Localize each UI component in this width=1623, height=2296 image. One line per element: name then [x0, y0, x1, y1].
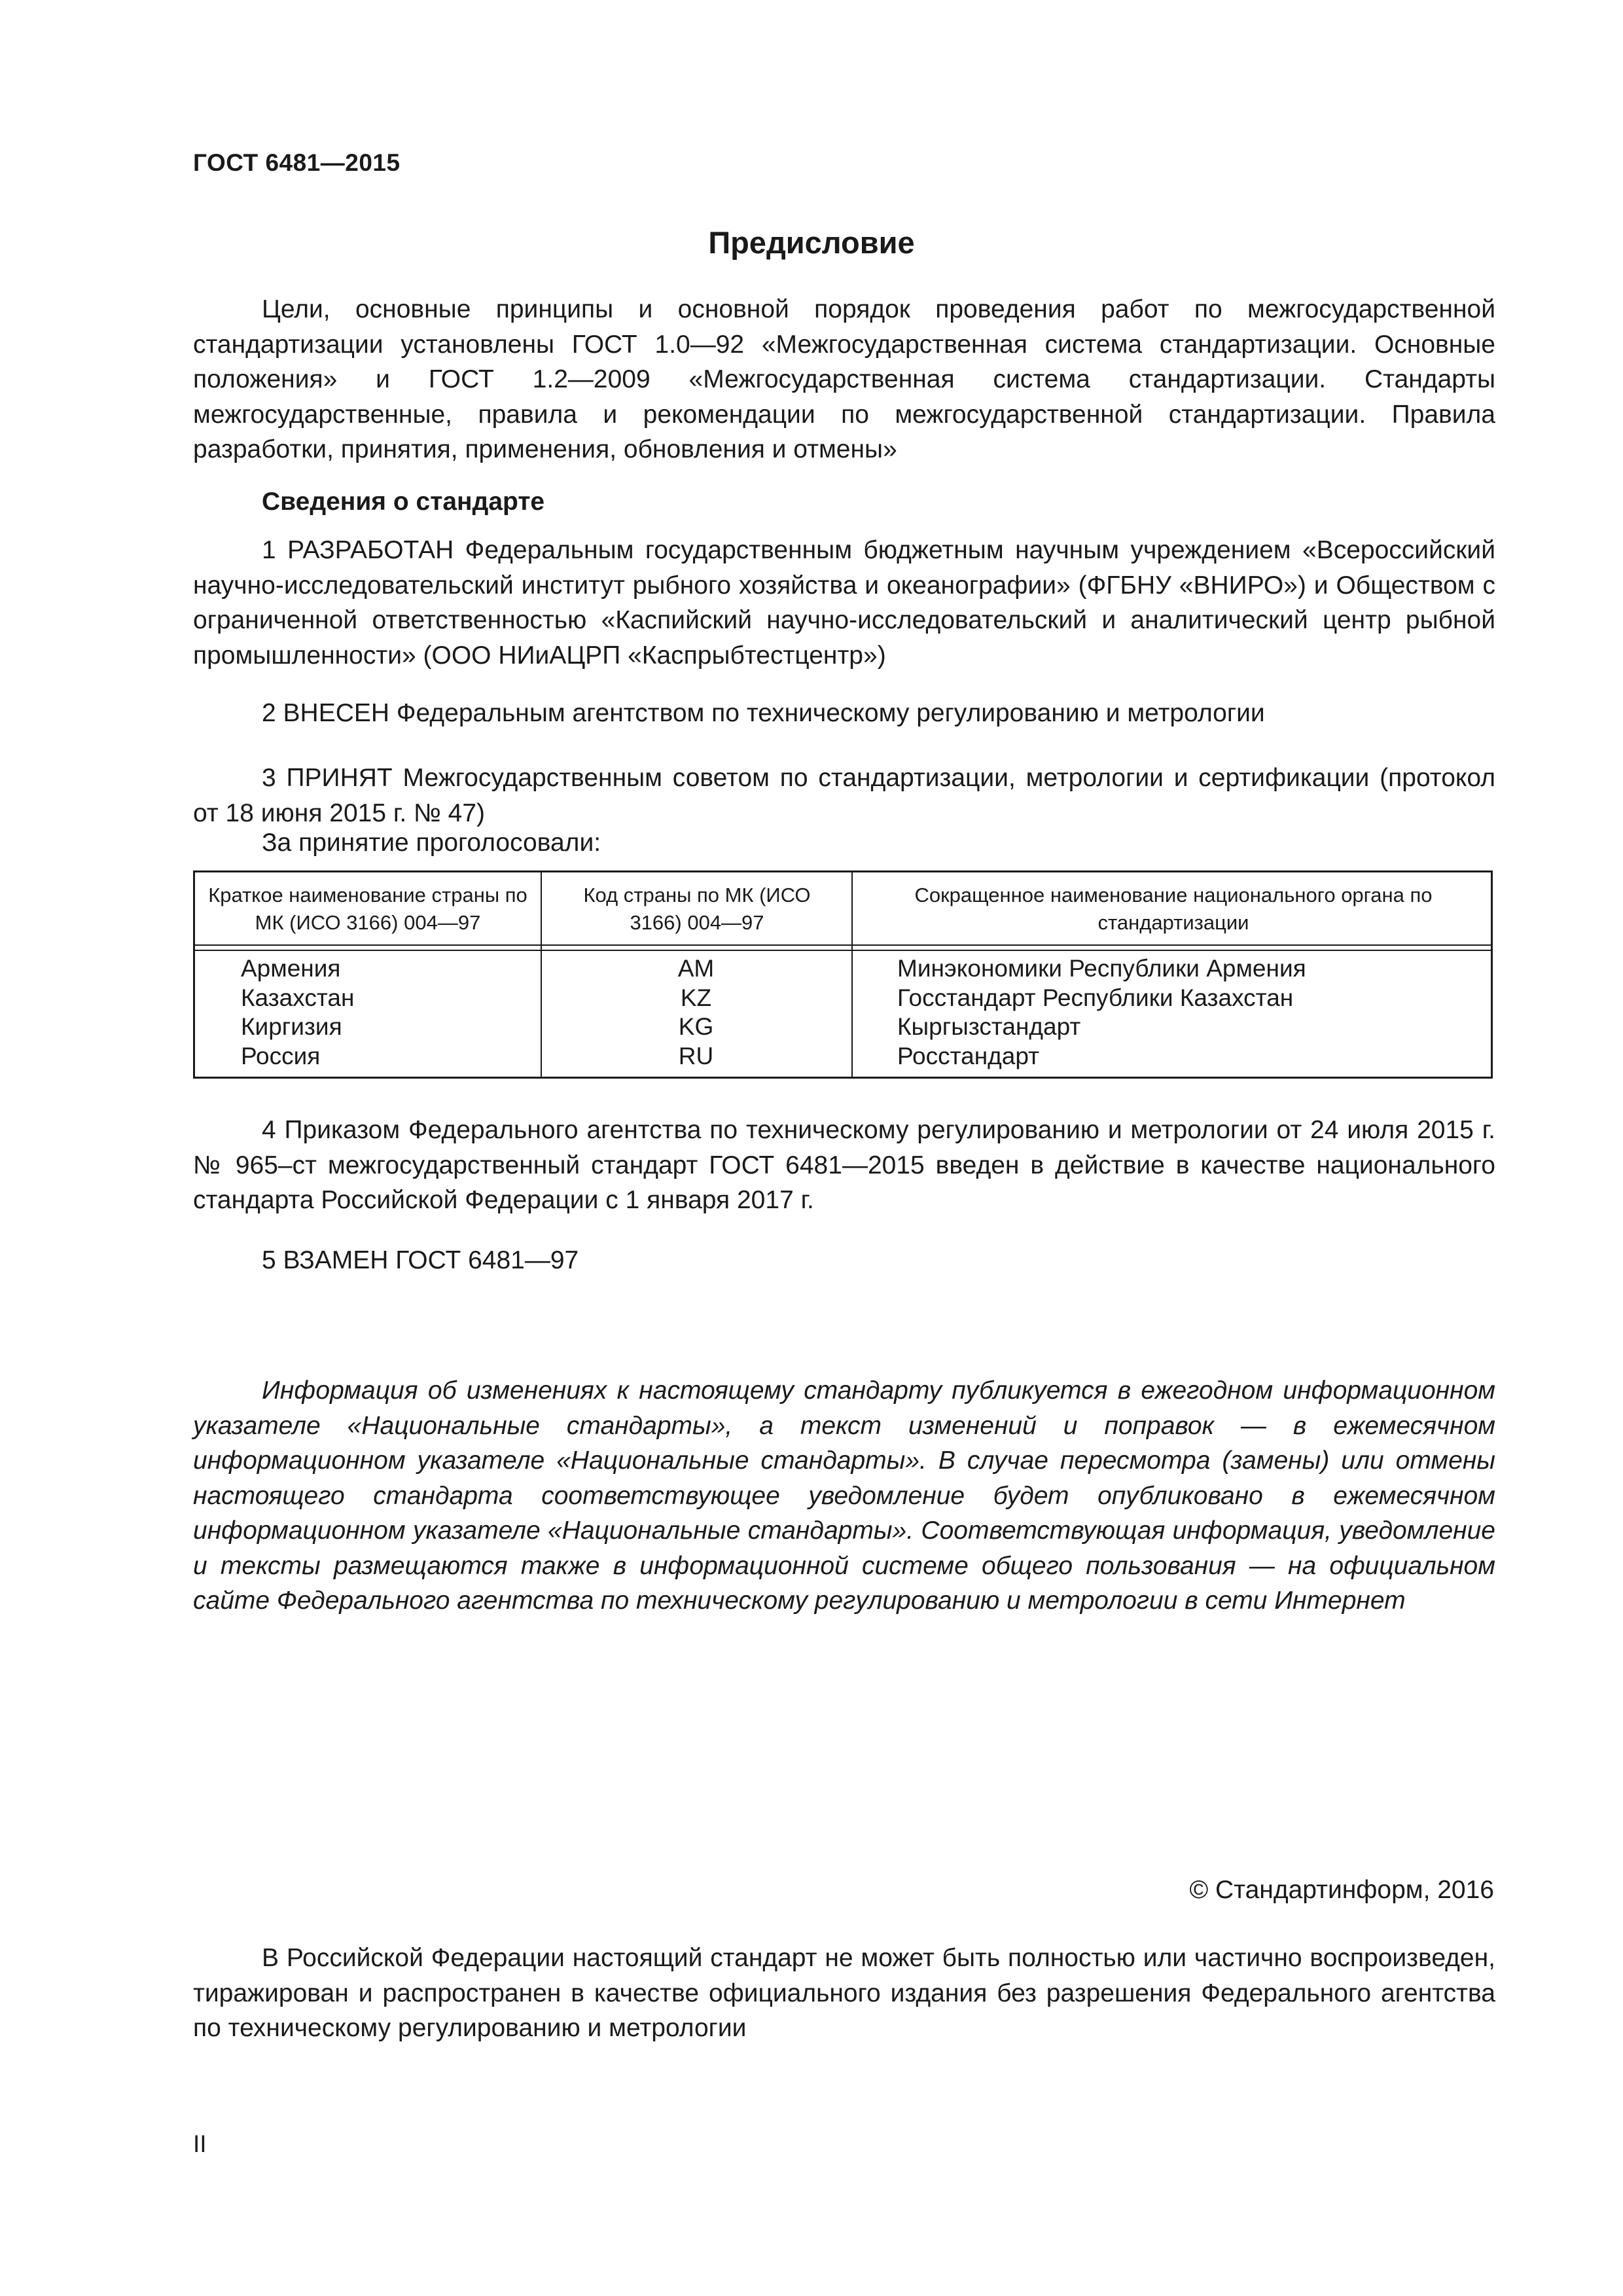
document-code: ГОСТ 6481—2015 [193, 149, 401, 176]
restriction-paragraph: В Российской Федерации настоящий стандарт не может быть полностью или частично воспроизведен, тиражирован и распространен в качестве официального издания без разрешения Федерального агентства по техническому регулированию и метрологии [193, 1944, 1495, 2042]
table-cell-body: Росстандарт [897, 1042, 1040, 1069]
table-header-divider [195, 944, 1491, 946]
table-column-country [241, 954, 354, 1071]
table-column-divider [851, 872, 853, 1077]
table-cell-code: KG [678, 1013, 714, 1040]
page-number: II [193, 2130, 207, 2157]
table-header-code: Код страны по МК (ИСО 3166) 004—97 [583, 884, 811, 934]
table-cell-country: Киргизия [241, 1013, 342, 1040]
table-cell-country: Армения [241, 955, 341, 982]
table-header-divider [195, 950, 1491, 951]
voting-table [193, 870, 1493, 1079]
notice-paragraph: Информация об изменениях к настоящему стандарту публикуется в ежегодном информационном указателе «Национальные стандарты», а текст изменений и поправок — в ежемесячном информационном указателе «Национальные стандарты». В случае пересмотра (замены) или отмены настоящего стандарта соответствующее уведомление будет опубликовано в ежемесячном информационном указателе «Национальные стандарты». Соответствующая информация, уведомление и тексты размещаются также в информационной системе общего пользования — на официальном сайте Федерального агентства по техническому регулированию и метрологии в сети Интернет [193, 1376, 1495, 1615]
page-title: Предисловие [708, 225, 915, 260]
table-cell-body: Минэкономики Республики Армения [897, 955, 1306, 982]
intro-paragraph: Цели, основные принципы и основной порядок проведения работ по межгосударственной стандартизации установлены ГОСТ 1.0—92 «Межгосударственная система стандартизации. Основные положения» и ГОСТ 1.2—2009 «Межгосударственная система стандартизации. Стандарты межгосударственные, правила и рекомендации по межгосударственной стандартизации. Правила разработки, принятия, применения, обновления и отмены» [193, 295, 1495, 463]
copyright-notice: © Стандартинформ, 2016 [1189, 1876, 1494, 1904]
item-1-paragraph: 1 РАЗРАБОТАН Федеральным государственным бюджетным научным учреждением «Всероссийский научно-исследовательский институт рыбного хозяйства и океанографии» (ФГБНУ «ВНИРО») и Обществом с ограниченной ответственностью «Каспийский научно-исследовательский и аналитический центр рыбной промышленности» (ООО НИиАЦРП «Каспрыбтестцентр») [193, 536, 1495, 670]
table-column-body [897, 954, 1306, 1071]
info-heading: Сведения о стандарте [262, 488, 545, 516]
table-cell-code: RU [678, 1042, 714, 1069]
voted-label: За принятие проголосовали: [262, 829, 601, 857]
table-column-code [541, 954, 851, 1071]
item-2-paragraph: 2 ВНЕСЕН Федеральным агентством по техническому регулированию и метрологии [262, 699, 1265, 727]
table-cell-country: Россия [241, 1042, 321, 1069]
table-cell-code: KZ [680, 984, 712, 1011]
item-4-paragraph: 4 Приказом Федерального агентства по техническому регулированию и метрологии от 24 июля 2015 г. № 965–ст межгосударственный стандарт ГОСТ 6481—2015 введен в действие в качестве национального стандарта Российской Федерации с 1 января 2017 г. [193, 1116, 1495, 1214]
item-3-paragraph: 3 ПРИНЯТ Межгосударственным советом по стандартизации, метрологии и сертификации (протокол от 18 июня 2015 г. № 47) [193, 764, 1495, 827]
table-header-body: Сокращенное наименование национального органа по стандартизации [914, 884, 1433, 934]
table-cell-body: Кыргызстандарт [897, 1013, 1081, 1040]
table-cell-country: Казахстан [241, 984, 355, 1011]
item-5-paragraph: 5 ВЗАМЕН ГОСТ 6481—97 [262, 1246, 579, 1274]
table-cell-code: AM [677, 955, 715, 982]
table-cell-body: Госстандарт Республики Казахстан [897, 984, 1294, 1011]
table-header-country: Краткое наименование страны по МК (ИСО 3166) 004—97 [208, 884, 527, 934]
